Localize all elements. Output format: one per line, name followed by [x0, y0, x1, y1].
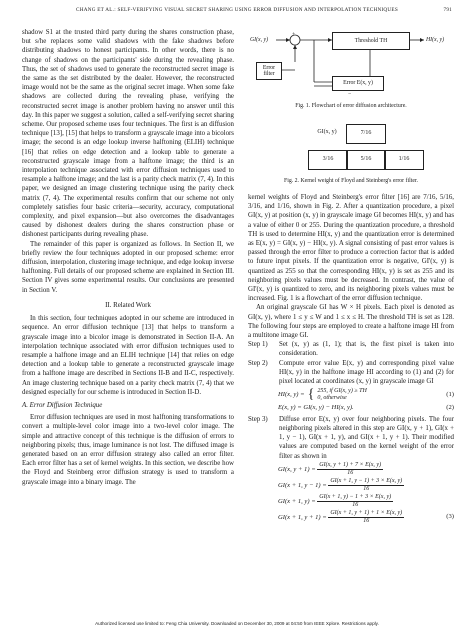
subsection-heading-error-diffusion: A. Error Diffusion Technique: [22, 401, 103, 409]
threshold-box: [332, 32, 410, 50]
intro-paragraph-2: The remainder of this paper is organized as follows. In Section II, we briefly review the four techniques adopted in our proposed scheme: error diffusion, interpolation, clustering image technique, and edge lookup inverse halftoning. Full details of our proposed scheme are explained in Section III. Section IV gives some experimental results. Our conclusions are presented in Section V.: [22, 240, 234, 294]
kernel-weight-bottom-right: 1/16: [384, 150, 424, 170]
error-label: Error E(x, y): [343, 80, 373, 87]
output-label: HI(x, y): [426, 37, 445, 43]
equation-3-row: GI(x + 1, y − 1) = $\frac{GI(x + 1, y - 1) + 3 \times E(x, y)}{16}$: [278, 477, 403, 492]
grayscale-paragraph: An original grayscale GI has W × H pixels. Each pixel is denoted as GI(x, y), where 1 ≤ y ≤ W and 1 ≤ x ≤ H. The threshold TH is set as 128. The following four steps are employed to create a halftone image HI from a multitone image GI.: [248, 304, 454, 340]
equation-3-row: GI(x + 1, y) = $\frac{GI(x + 1, y) - 1 + 3 \times E(x, y)}{16}$: [278, 493, 392, 508]
figure-1-caption: Fig. 1. Flowchart of error diffusion architecture.: [295, 103, 407, 109]
figure-2-kernel: [248, 118, 454, 200]
equation-2: E(x, y) = GI(x, y) − HI(x, y). (2): [278, 404, 454, 412]
step-2: Step 2) Compute error value E(x, y) and corresponding pixel value HI(x, y) in the halftone image HI according to (1) and (2) for pixel located at coordinates (x, y) in grayscale image GI: [248, 359, 454, 386]
figure-2-caption: Fig. 2. Kernel weight of Floyd and Steinberg's error filter.: [284, 178, 418, 184]
input-label: GI(x, y): [250, 37, 269, 43]
minus-sign: −: [348, 91, 352, 97]
page-number: 791: [443, 7, 452, 13]
kernel-paragraph: kernel weights of Floyd and Steinberg's error filter [16] are 7/16, 5/16, 3/16, and 1/16, shown in Fig. 2. After a quantization procedure, a pixel GI(x, y) at position (x, y) in grayscale image GI becomes HI(x, y) and has a value of either 0 or 255. During the quantization procedure, a threshold TH is used to determine HI(x, y) and the quantization error is determined as E(x, y) = GI(x, y) − HI(x, y). A signal consisting of past error values is passed through the error filter to produce a correction factor that is added to future input pixels. If the quantization error is negative, GI'(x, y) is quantized as 255 so that the corresponding HI(x, y) is set as 255 and its neighboring pixels values must be decreased. In contrast, the value of GI'(x, y) is quantized to zero, and its neighboring pixels values must be increased. Fig. 1 is a flowchart of the error diffusion technique.: [248, 194, 454, 303]
figure-1-flowchart: [248, 26, 454, 129]
kernel-weight-right: 7/16: [346, 124, 386, 144]
error-box: [332, 76, 384, 91]
error-diffusion-paragraph: Error diffusion techniques are used in most halftoning transformations to convert a multiple-level color image into a two-level color image. The simple and attractive concept of this technique is the diffusion of errors to neighboring pixels; thus, image luminance is not lost. The diffused image is generated based on an error diffusion strategy also called an error filter. Each error filter has a set of kernel weights. In this section, we describe how the Floyd and Steinberg error diffusion strategy is used to transform a grayscale image into a binary image. The: [22, 414, 234, 486]
error-filter-label: Error filter: [262, 64, 276, 77]
plus-sign: +: [292, 32, 296, 38]
error-filter-box: [256, 62, 282, 80]
equation-3-row: GI(x + 1, y + 1) = $\frac{GI(x + 1, y + 1) + 1 \times E(x, y)}{16}$ (3): [278, 509, 454, 524]
equation-1: HI(x, y) = { 255, if GI(x, y) ≥ TH 0, otherwise (1): [278, 386, 454, 402]
running-title: CHANG ET AL.: SELF-VERIFYING VISUAL SECRET SHARING USING ERROR DIFFUSION AND INTERPOLATION TECHNIQUES: [76, 7, 398, 13]
step-3: Step 3) Diffuse error E(x, y) over four neighboring pixels. The four neighboring pixels altered in this step are GI(x, y + 1), GI(x + 1, y − 1), GI(x + 1, y), and GI(x + 1, y + 1). Their modified values are computed based on the kernel weight of the error filter as shown in: [248, 415, 454, 460]
equation-3-row: GI(x, y + 1) = $\frac{GI(x, y + 1) + 7 \times E(x, y)}{16}$: [278, 461, 382, 476]
left-column: [22, 28, 234, 487]
license-footer: Authorized licensed use limited to: Feng Chia University. Downloaded on December 30, 2009 at 04:50 from IEEE Xplore. Restrictions apply.: [95, 621, 379, 626]
kernel-center: GI(x, y): [317, 129, 337, 136]
kernel-weight-bottom-left: 3/16: [308, 150, 348, 170]
step-1: Step 1) Set (x, y) as (1, 1); that is, the first pixel is taken into consideration.: [248, 341, 454, 358]
threshold-label: Threshold TH: [354, 37, 388, 44]
section-heading-related-work: II. Related Work: [105, 301, 151, 309]
kernel-weight-bottom: 5/16: [346, 150, 386, 170]
right-column: [248, 28, 454, 526]
running-header: [22, 7, 452, 16]
intro-paragraph-1: shadow S1 at the trusted third party during the shares construction phase, but s/he replaces some valid shadows with the fake shadows before distributing shadows to honest participants. In other words, there is no change of shadows on the participants' side during the revealing phase. Thus, the set of shadows used to generate the reconstructed secret image is the same as the set distributed by the dealer. However, the reconstructed image would not be the same as the original secret image. When some fake shadows are collected during the revealing phase, verifying the reconstructed secret image is another problem having no answer until this day. In this paper we suggest a solution, called a self-verifying secret sharing scheme. Our proposed scheme uses four techniques. The first is an diffusion technique [13], [15] that helps to transform a grayscale image into a bicolors image; the second is an edge lookup inverse halftoning (ELIH) technique [16] that relies on edge detection and a lookup table to generate a reconstructed grayscale image from a halftone image; the third is an interpolation technique associated with error diffusion techniques used to resample a halftone image; and the last is a parity check matrix (7, 4). In this paper, we designed an image clustering technique using the parity check matrix (7, 4). The experimental results confirm that our scheme not only completely satisfies four basic criteria—security, accuracy, computational complexity, and pixel expansion—but also overcomes the disadvantages caused by dishonest dealers during the shares construction phase or dishonest participants during revealing phase.: [22, 29, 234, 239]
related-work-paragraph: In this section, four techniques adopted in our scheme are introduced in sequence. An error diffusion technique [13] that helps to transform a grayscale image into a bicolor image is demonstrated in Section II-A. An interpolation technique associated with error diffusion techniques used to resample a halftone image and an ELIH technique [14] that relies on edge detection and a lookup table to generate a reconstructed grayscale image from a halftone image are described in Sections II-B and II-C, respectively. An image clustering technique based on a parity check matrix (7, 4) that we designed especially for our scheme is introduced in Section II-D.: [22, 315, 234, 396]
equation-3: [248, 462, 454, 525]
